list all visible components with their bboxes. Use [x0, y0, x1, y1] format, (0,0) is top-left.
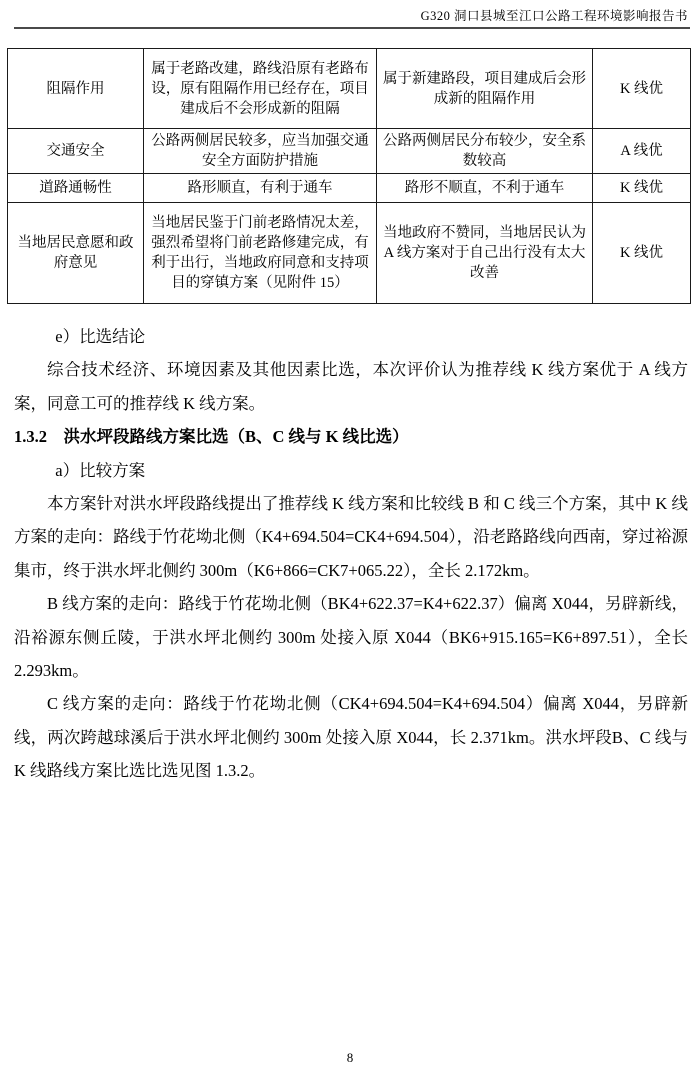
table-row: [8, 49, 691, 129]
header-title: G320 洞口县城至江口公路工程环境影响报告书: [420, 9, 688, 23]
section-heading-1-3-2: 1.3.2 洪水坪段路线方案比选（B、C 线与 K 线比选）: [14, 427, 409, 447]
a-line-cell: 当地政府不赞同，当地居民认为 A 线方案对于自己出行没有太大改善: [377, 203, 593, 304]
result-cell: K 线优: [593, 49, 691, 129]
row-label-cell: 交通安全: [8, 129, 144, 174]
para-conclusion: 综合技术经济、环境因素及其他因素比选，本次评价认为推荐线 K 线方案优于 A 线方案，同意工可的推荐线 K 线方案。: [14, 360, 688, 413]
table-row: [8, 174, 691, 203]
page-number: 8: [346, 1050, 354, 1065]
table-row: [8, 129, 691, 174]
row-label-cell: 当地居民意愿和政府意见: [8, 203, 144, 304]
a-line-cell: 属于新建路段，项目建成后会形成新的阻隔作用: [377, 49, 593, 129]
k-line-cell: 属于老路改建，路线沿原有老路布设，原有阻隔作用已经存在，项目建成后不会形成新的阻隔: [144, 49, 377, 129]
row-label-cell: 道路通畅性: [8, 174, 144, 203]
page-footer: [0, 1050, 700, 1066]
a-line-cell: 路形不顺直，不利于通车: [377, 174, 593, 203]
para-b-line: B 线方案的走向：路线于竹花坳北侧（BK4+622.37=K4+622.37）偏离 X044，另辟新线，沿裕源东侧丘陵，于洪水坪北侧约 300m 处接入原 X044（BK6+915.165=K6+897.51），全长 2.293km。: [14, 594, 688, 681]
sub-heading-a: a）比较方案: [55, 460, 146, 480]
k-line-cell: 当地居民鉴于门前老路情况太差，强烈希望将门前老路修建完成，有利于出行，当地政府同意和支持项目的穿镇方案（见附件 15）: [144, 203, 377, 304]
result-cell: K 线优: [593, 203, 691, 304]
comparison-table: [7, 48, 691, 304]
result-cell: A 线优: [593, 129, 691, 174]
table-row: [8, 203, 691, 304]
k-line-cell: 公路两侧居民较多，应当加强交通安全方面防护措施: [144, 129, 377, 174]
row-label-cell: 阻隔作用: [8, 49, 144, 129]
para-k-line: 本方案针对洪水坪段路线提出了推荐线 K 线方案和比较线 B 和 C 线三个方案，其中 K 线方案的走向：路线于竹花坳北侧（K4+694.504=CK4+694.504），沿老路路线向西南，穿过裕源集市，终于洪水坪北侧约 300m（K6+866=CK7+065.22），全长 2.172km。: [14, 494, 688, 580]
para-c-line: C 线方案的走向：路线于竹花坳北侧（CK4+694.504=K4+694.504）偏离 X044，另辟新线，两次跨越球溪后于洪水坪北侧约 300m 处接入原 X044，长 2.371km。洪水坪段B、C 线与 K 线路线方案比选比选见图 1.3.2。: [14, 694, 688, 781]
sub-heading-e: e）比选结论: [55, 327, 146, 346]
body-text: [0, 320, 700, 788]
a-line-cell: 公路两侧居民分布较少，安全系数较高: [377, 129, 593, 174]
k-line-cell: 路形顺直，有利于通车: [144, 174, 377, 203]
page-header: [0, 0, 700, 24]
result-cell: K 线优: [593, 174, 691, 203]
header-rule: [14, 27, 690, 29]
